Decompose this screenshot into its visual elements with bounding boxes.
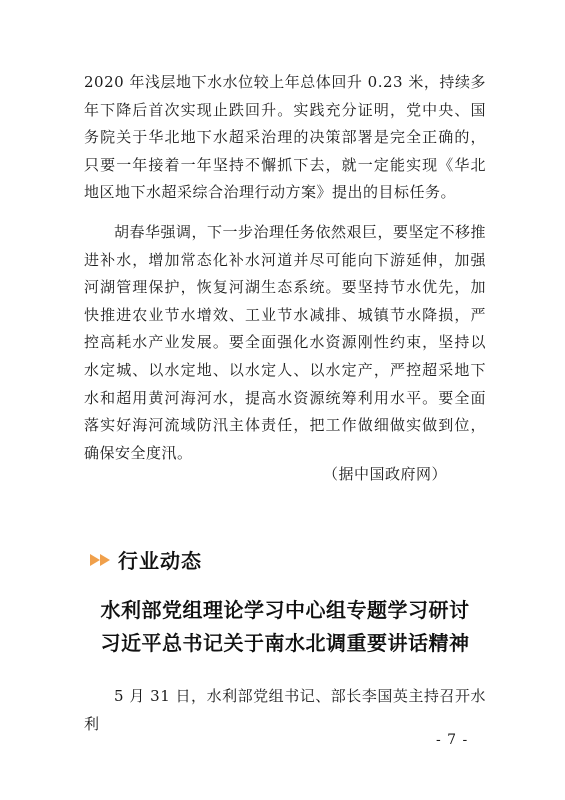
body-paragraph-3: 5 月 31 日，水利部党组书记、部长李国英主持召开水利 — [84, 687, 486, 733]
headline-line-1: 水利部党组理论学习中心组专题学习研讨 — [100, 598, 470, 622]
page-number: - 7 - — [436, 732, 469, 748]
body-paragraph-2: 胡春华强调，下一步治理任务依然艰巨，要坚定不移推进补水，增加常态化补水河道并尽可能向下游延伸，加强河湖管理保护，恢复河湖生态系统。要坚持节水优先，加快推进农业节水增效、工业节水减排、城镇节水降损，严控高耗水产业发展。要全面强化水资源刚性约束，坚持以水定城、以水定地、以水定人、以水定产，严控超采地下水和超用黄河海河水，提高水资源统筹利用水平。要全面落实好海河流域防汛主体责任，把工作做细做实做到位，确保安全度汛。 — [84, 223, 487, 462]
section-title: 行业动态 — [118, 549, 202, 573]
article-headline — [84, 594, 486, 660]
double-arrow-icon — [90, 554, 112, 566]
source-note: （据中国政府网） — [322, 465, 447, 483]
body-paragraph-1: 2020 年浅层地下水水位较上年总体回升 0.23 米，持续多年下降后首次实现止跌回升。实践充分证明，党中央、国务院关于华北地下水超采治理的决策部署是完全正确的，只要一年接着一年坚持不懈抓下去，就一定能实现《华北地区地下水超采综合治理行动方案》提出的目标任务。 — [84, 73, 486, 202]
section-header — [90, 545, 202, 574]
headline-line-2: 习近平总书记关于南水北调重要讲话精神 — [100, 631, 470, 655]
